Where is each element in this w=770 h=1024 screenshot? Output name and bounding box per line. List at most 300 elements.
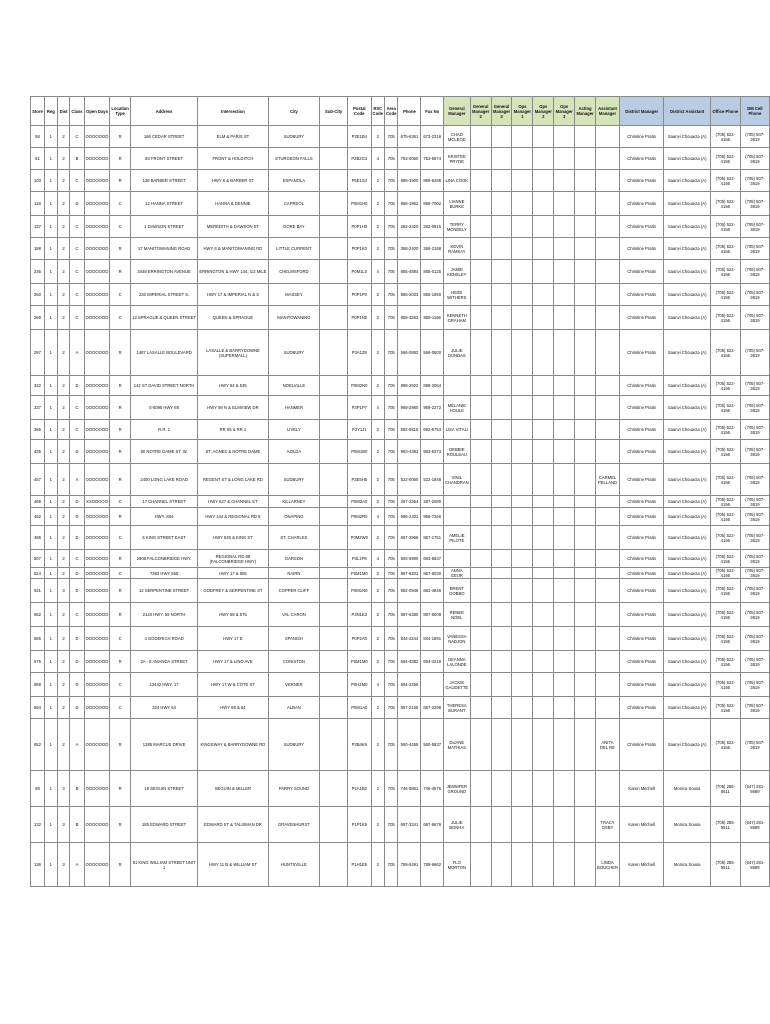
- class-cell: A: [70, 719, 84, 771]
- fax-cell: 855-0125: [421, 260, 444, 284]
- area-code-cell: 705: [385, 396, 398, 420]
- phone-cell: 522-0060: [398, 464, 421, 496]
- column-header: Ops Manager 2: [533, 97, 554, 126]
- dm-cell-phone-cell: (705) 507-3819: [740, 440, 769, 464]
- region-cell: 1: [44, 420, 57, 440]
- ops-manager-1-cell: [512, 148, 533, 170]
- column-header: General Manager 2: [470, 97, 491, 126]
- store-number-cell: 575: [31, 651, 45, 673]
- address-cell: 91 KING WILLIAM STREET UNIT 1: [130, 843, 197, 887]
- class-cell: D: [70, 526, 84, 550]
- class-cell: C: [70, 170, 84, 192]
- acting-manager-cell: [575, 376, 596, 396]
- region-cell: 1: [44, 464, 57, 496]
- location-type-cell: R: [110, 603, 130, 627]
- address-cell: 324 HWY 64: [130, 697, 197, 719]
- store-number-cell: 435: [31, 440, 45, 464]
- rsc-code-cell: 2: [371, 568, 384, 579]
- general-manager-3-cell: [491, 508, 512, 526]
- dm-cell-phone-cell: (705) 507-3819: [740, 673, 769, 697]
- assistant-manager-cell: [596, 579, 620, 603]
- ops-manager-3-cell: [554, 396, 575, 420]
- table-row: [31, 579, 770, 603]
- phone-cell: 594-2256: [398, 673, 421, 697]
- general-manager-3-cell: [491, 697, 512, 719]
- store-number-cell: 61: [31, 148, 45, 170]
- district-assistant-cell: Saanvi Chouacta (A): [664, 719, 710, 771]
- rsc-code-cell: 4: [371, 550, 384, 568]
- address-cell: 142 ST DAVID STREET NORTH: [130, 376, 197, 396]
- region-cell: 1: [44, 651, 57, 673]
- rsc-code-cell: 2: [371, 216, 384, 238]
- postal-code-cell: P0M1M0: [348, 568, 372, 579]
- table-row: [31, 771, 770, 807]
- ops-manager-1-cell: [512, 440, 533, 464]
- district-assistant-cell: Saanvi Chouacta (A): [664, 420, 710, 440]
- acting-manager-cell: [575, 603, 596, 627]
- intersection-cell: GODFREY & SERPENTINE ST: [198, 579, 268, 603]
- intersection-cell: HWY 6 & MANITOWANING RD: [198, 238, 268, 260]
- ops-manager-2-cell: [533, 420, 554, 440]
- ops-manager-1-cell: [512, 508, 533, 526]
- ops-manager-1-cell: [512, 550, 533, 568]
- postal-code-cell: P0P1N0: [348, 306, 372, 330]
- fax-cell: 560-5837: [421, 719, 444, 771]
- store-number-cell: 552: [31, 603, 45, 627]
- area-code-cell: 705: [385, 260, 398, 284]
- district-cell: 2: [57, 508, 70, 526]
- general-manager-cell: BRENT GOBBO: [443, 579, 470, 603]
- class-cell: C: [70, 284, 84, 306]
- rsc-code-cell: 2: [371, 603, 384, 627]
- region-cell: 1: [44, 627, 57, 651]
- general-manager-2-cell: [470, 579, 491, 603]
- rsc-code-cell: 4: [371, 148, 384, 170]
- general-manager-2-cell: [470, 526, 491, 550]
- postal-code-cell: P0P2A0: [348, 627, 372, 651]
- phone-cell: 966-2331: [398, 508, 421, 526]
- acting-manager-cell: [575, 148, 596, 170]
- sub-city-cell: [320, 843, 348, 887]
- header-row: [31, 97, 770, 126]
- area-code-cell: 705: [385, 771, 398, 807]
- fax-cell: 368-2168: [421, 238, 444, 260]
- district-manager-cell: Christine Pratin: [619, 126, 663, 148]
- city-cell: ST. CHARLES: [268, 526, 320, 550]
- ops-manager-2-cell: [533, 807, 554, 843]
- ops-manager-3-cell: [554, 771, 575, 807]
- sub-city-cell: [320, 192, 348, 216]
- column-header: City: [268, 97, 320, 126]
- fax-cell: 898-2064: [421, 376, 444, 396]
- fax-cell: [421, 673, 444, 697]
- district-manager-cell: Christine Pratin: [619, 260, 663, 284]
- district-assistant-cell: Saanvi Chouacta (A): [664, 306, 710, 330]
- dm-cell-phone-cell: (705) 507-3819: [740, 306, 769, 330]
- ops-manager-1-cell: [512, 807, 533, 843]
- district-assistant-cell: Monica Sousa: [664, 771, 710, 807]
- city-cell: HANMER: [268, 396, 320, 420]
- ops-manager-2-cell: [533, 284, 554, 306]
- area-code-cell: 705: [385, 508, 398, 526]
- general-manager-cell: LIANNE BURKE: [443, 192, 470, 216]
- intersection-cell: EDWARD ST & TALISMAN DR: [198, 807, 268, 843]
- rsc-code-cell: 2: [371, 420, 384, 440]
- district-manager-cell: Christine Pratin: [619, 579, 663, 603]
- sub-city-cell: [320, 238, 348, 260]
- class-cell: B: [70, 807, 84, 843]
- open-days-cell: OOOOOOO: [84, 843, 110, 887]
- city-cell: COPPER CLIFF: [268, 579, 320, 603]
- table-row: [31, 651, 770, 673]
- district-cell: 3: [57, 807, 70, 843]
- district-cell: 2: [57, 627, 70, 651]
- ops-manager-3-cell: [554, 673, 575, 697]
- sub-city-cell: [320, 719, 348, 771]
- fax-cell: 522-1848: [421, 464, 444, 496]
- district-assistant-cell: Saanvi Chouacta (A): [664, 192, 710, 216]
- office-phone-cell: (705) 522-4156: [710, 260, 740, 284]
- location-type-cell: C: [110, 697, 130, 719]
- postal-code-cell: P1H1E5: [348, 843, 372, 887]
- sub-city-cell: [320, 376, 348, 396]
- table-row: [31, 440, 770, 464]
- open-days-cell: OOOOOOO: [84, 306, 110, 330]
- ops-manager-1-cell: [512, 238, 533, 260]
- postal-code-cell: P0P1H0: [348, 216, 372, 238]
- phone-cell: 694-4382: [398, 651, 421, 673]
- open-days-cell: OOOOOOO: [84, 526, 110, 550]
- general-manager-cell: FLO MORTON: [443, 843, 470, 887]
- sub-city-cell: [320, 420, 348, 440]
- ops-manager-2-cell: [533, 550, 554, 568]
- assistant-manager-cell: [596, 170, 620, 192]
- general-manager-3-cell: [491, 420, 512, 440]
- rsc-code-cell: 2: [371, 526, 384, 550]
- rsc-code-cell: 2: [371, 719, 384, 771]
- area-code-cell: 705: [385, 216, 398, 238]
- open-days-cell: OOOOOOO: [84, 126, 110, 148]
- table-row: [31, 697, 770, 719]
- intersection-cell: MEREDITH & DAWSON ST: [198, 216, 268, 238]
- district-manager-cell: Christine Pratin: [619, 464, 663, 496]
- district-manager-cell: Christine Pratin: [619, 148, 663, 170]
- office-phone-cell: (705) 522-4156: [710, 627, 740, 651]
- district-manager-cell: Christine Pratin: [619, 396, 663, 420]
- class-cell: B: [70, 148, 84, 170]
- area-code-cell: 705: [385, 627, 398, 651]
- dm-cell-phone-cell: (705) 507-3819: [740, 420, 769, 440]
- acting-manager-cell: [575, 420, 596, 440]
- open-days-cell: OOOOOOO: [84, 396, 110, 420]
- area-code-cell: 705: [385, 526, 398, 550]
- column-header: Area Code: [385, 97, 398, 126]
- area-code-cell: 705: [385, 603, 398, 627]
- acting-manager-cell: [575, 673, 596, 697]
- sub-city-cell: [320, 508, 348, 526]
- region-cell: 1: [44, 697, 57, 719]
- postal-code-cell: P0M1B0: [348, 440, 372, 464]
- column-header: General Manager: [443, 97, 470, 126]
- dm-cell-phone-cell: (705) 507-3819: [740, 579, 769, 603]
- assistant-manager-cell: [596, 126, 620, 148]
- ops-manager-2-cell: [533, 330, 554, 376]
- dm-cell-phone-cell: (647) 281-8689: [740, 843, 769, 887]
- general-manager-3-cell: [491, 807, 512, 843]
- dm-cell-phone-cell: (705) 507-3819: [740, 396, 769, 420]
- intersection-cell: HWY 17 W & COTE ST: [198, 673, 268, 697]
- district-assistant-cell: Saanvi Chouacta (A): [664, 376, 710, 396]
- rsc-code-cell: 2: [371, 330, 384, 376]
- column-header: District Assistant: [664, 97, 710, 126]
- general-manager-2-cell: [470, 376, 491, 396]
- column-header: Sub-City: [320, 97, 348, 126]
- city-cell: SPANISH: [268, 627, 320, 651]
- phone-cell: 675-6361: [398, 126, 421, 148]
- area-code-cell: 705: [385, 440, 398, 464]
- area-code-cell: 705: [385, 126, 398, 148]
- sub-city-cell: [320, 697, 348, 719]
- dm-cell-phone-cell: (705) 507-3819: [740, 526, 769, 550]
- table-row: [31, 464, 770, 496]
- address-cell: 2400 LONG LAKE ROAD: [130, 464, 197, 496]
- address-cell: 6 KING STREET EAST: [130, 526, 197, 550]
- dm-cell-phone-cell: (705) 507-3819: [740, 284, 769, 306]
- table-row: [31, 420, 770, 440]
- open-days-cell: OOOOOOO: [84, 170, 110, 192]
- postal-code-cell: P3P1P7: [348, 396, 372, 420]
- general-manager-3-cell: [491, 170, 512, 192]
- district-manager-cell: Karen Mitchell: [619, 807, 663, 843]
- class-cell: D: [70, 651, 84, 673]
- phone-cell: 865-2033: [398, 284, 421, 306]
- class-cell: C: [70, 260, 84, 284]
- postal-code-cell: P3L1P6: [348, 550, 372, 568]
- area-code-cell: 705: [385, 651, 398, 673]
- office-phone-cell: (705) 522-4156: [710, 170, 740, 192]
- ops-manager-3-cell: [554, 697, 575, 719]
- region-cell: 1: [44, 148, 57, 170]
- class-cell: C: [70, 550, 84, 568]
- ops-manager-3-cell: [554, 420, 575, 440]
- store-number-cell: 385: [31, 420, 45, 440]
- district-manager-cell: Christine Pratin: [619, 550, 663, 568]
- region-cell: 1: [44, 260, 57, 284]
- district-cell: 2: [57, 126, 70, 148]
- fax-cell: 865-1650: [421, 284, 444, 306]
- store-number-cell: 132: [31, 807, 45, 843]
- region-cell: 1: [44, 719, 57, 771]
- area-code-cell: 705: [385, 807, 398, 843]
- city-cell: ALBAN: [268, 697, 320, 719]
- city-cell: VAL CARON: [268, 603, 320, 627]
- ops-manager-3-cell: [554, 508, 575, 526]
- assistant-manager-cell: [596, 440, 620, 464]
- store-number-cell: 236: [31, 260, 45, 284]
- area-code-cell: 705: [385, 568, 398, 579]
- city-cell: CAPREOL: [268, 192, 320, 216]
- table-row: [31, 216, 770, 238]
- district-cell: 2: [57, 697, 70, 719]
- intersection-cell: HWY 637 & CHANNEL ST: [198, 496, 268, 508]
- office-phone-cell: (705) 522-4156: [710, 719, 740, 771]
- acting-manager-cell: [575, 568, 596, 579]
- ops-manager-3-cell: [554, 550, 575, 568]
- rsc-code-cell: 2: [371, 170, 384, 192]
- general-manager-cell: VANESSA NADJON: [443, 627, 470, 651]
- office-phone-cell: (705) 522-4156: [710, 550, 740, 568]
- assistant-manager-cell: TRACY OSBY: [596, 807, 620, 843]
- general-manager-2-cell: [470, 719, 491, 771]
- phone-cell: 566-0882: [398, 330, 421, 376]
- general-manager-cell: DUANE MATHIAS: [443, 719, 470, 771]
- postal-code-cell: P0P1K0: [348, 238, 372, 260]
- ops-manager-2-cell: [533, 697, 554, 719]
- dm-cell-phone-cell: (705) 507-3819: [740, 148, 769, 170]
- address-cell: 2140 HWY. 69 NORTH: [130, 603, 197, 627]
- postal-code-cell: P0M1N0: [348, 579, 372, 603]
- phone-cell: 682-0946: [398, 579, 421, 603]
- location-type-cell: C: [110, 306, 130, 330]
- ops-manager-1-cell: [512, 673, 533, 697]
- store-number-cell: 337: [31, 396, 45, 420]
- intersection-cell: HWY 535 & KING ST: [198, 526, 268, 550]
- general-manager-3-cell: [491, 843, 512, 887]
- general-manager-cell: RENEE NOEL: [443, 603, 470, 627]
- general-manager-2-cell: [470, 396, 491, 420]
- table-row: [31, 568, 770, 579]
- store-number-cell: 136: [31, 843, 45, 887]
- acting-manager-cell: [575, 579, 596, 603]
- general-manager-cell: JAMIE KENSLEY: [443, 260, 470, 284]
- ops-manager-3-cell: [554, 603, 575, 627]
- column-header: Fax No: [421, 97, 444, 126]
- city-cell: NAIRN: [268, 568, 320, 579]
- assistant-manager-cell: [596, 697, 620, 719]
- class-cell: C: [70, 238, 84, 260]
- area-code-cell: 705: [385, 148, 398, 170]
- district-assistant-cell: Saanvi Chouacta (A): [664, 697, 710, 719]
- general-manager-cell: JULIE DUNDAS: [443, 330, 470, 376]
- assistant-manager-cell: [596, 420, 620, 440]
- general-manager-cell: JACKIE GAUDETTE: [443, 673, 470, 697]
- postal-code-cell: P2B2G3: [348, 148, 372, 170]
- phone-cell: 368-2400: [398, 238, 421, 260]
- intersection-cell: HWY 11 B & WILLIAM ST: [198, 843, 268, 887]
- district-assistant-cell: Monica Sousa: [664, 843, 710, 887]
- office-phone-cell: (705) 522-4156: [710, 148, 740, 170]
- acting-manager-cell: [575, 807, 596, 843]
- ops-manager-1-cell: [512, 464, 533, 496]
- city-cell: HUNTSVILLE: [268, 843, 320, 887]
- city-cell: LIVELY: [268, 420, 320, 440]
- general-manager-cell: CHAD MCLEOD: [443, 126, 470, 148]
- general-manager-2-cell: [470, 603, 491, 627]
- rsc-code-cell: 2: [371, 464, 384, 496]
- store-number-cell: 188: [31, 238, 45, 260]
- assistant-manager-cell: [596, 192, 620, 216]
- fax-cell: 566-0600: [421, 330, 444, 376]
- address-cell: 80 NOTRE DAME ST. W.: [130, 440, 197, 464]
- district-assistant-cell: Saanvi Chouacta (A): [664, 673, 710, 697]
- general-manager-2-cell: [470, 807, 491, 843]
- region-cell: 1: [44, 603, 57, 627]
- postal-code-cell: P0H2M0: [348, 673, 372, 697]
- area-code-cell: 705: [385, 306, 398, 330]
- table-row: [31, 126, 770, 148]
- general-manager-cell: THERESA BURANT: [443, 697, 470, 719]
- general-manager-3-cell: [491, 396, 512, 420]
- ops-manager-3-cell: [554, 496, 575, 508]
- class-cell: B: [70, 771, 84, 807]
- ops-manager-2-cell: [533, 673, 554, 697]
- open-days-cell: OOOOOOO: [84, 330, 110, 376]
- general-manager-3-cell: [491, 192, 512, 216]
- address-cell: 1487 LASALLE BOULEVARD: [130, 330, 197, 376]
- general-manager-3-cell: [491, 771, 512, 807]
- district-manager-cell: Christine Pratin: [619, 651, 663, 673]
- district-manager-cell: Christine Pratin: [619, 216, 663, 238]
- district-manager-cell: Christine Pratin: [619, 508, 663, 526]
- assistant-manager-cell: LINDA BOUCHER: [596, 843, 620, 887]
- location-type-cell: R: [110, 508, 130, 526]
- table-row: [31, 148, 770, 170]
- district-cell: 2: [57, 330, 70, 376]
- store-number-cell: 507: [31, 550, 45, 568]
- ops-manager-3-cell: [554, 192, 575, 216]
- general-manager-cell: LISA VITALI: [443, 420, 470, 440]
- acting-manager-cell: [575, 843, 596, 887]
- district-manager-cell: Christine Pratin: [619, 568, 663, 579]
- intersection-cell: HWY 69 & 575: [198, 603, 268, 627]
- assistant-manager-cell: CARMEL PELLAND: [596, 464, 620, 496]
- open-days-cell: OOOOOOO: [84, 192, 110, 216]
- district-manager-cell: Christine Pratin: [619, 496, 663, 508]
- general-manager-3-cell: [491, 306, 512, 330]
- phone-cell: 969-2980: [398, 396, 421, 420]
- ops-manager-2-cell: [533, 148, 554, 170]
- area-code-cell: 705: [385, 192, 398, 216]
- region-cell: 1: [44, 807, 57, 843]
- store-number-cell: 486: [31, 526, 45, 550]
- region-cell: 1: [44, 550, 57, 568]
- general-manager-2-cell: [470, 550, 491, 568]
- address-cell: 83 FRONT STREET: [130, 148, 197, 170]
- general-manager-cell: ANNA GEUR: [443, 568, 470, 579]
- intersection-cell: HWY 17 & IMPERIAL N & S: [198, 284, 268, 306]
- address-cell: HWY. S64: [130, 508, 197, 526]
- address-cell: 1 DAWSON STREET: [130, 216, 197, 238]
- city-cell: CHELMSFORD: [268, 260, 320, 284]
- district-cell: 2: [57, 396, 70, 420]
- general-manager-2-cell: [470, 238, 491, 260]
- ops-manager-3-cell: [554, 126, 575, 148]
- acting-manager-cell: [575, 771, 596, 807]
- acting-manager-cell: [575, 170, 596, 192]
- rsc-code-cell: 2: [371, 579, 384, 603]
- region-cell: 1: [44, 396, 57, 420]
- column-header: Ops Manager 3: [554, 97, 575, 126]
- open-days-cell: OOOOOOO: [84, 284, 110, 306]
- dm-cell-phone-cell: (647) 281-8689: [740, 771, 769, 807]
- postal-code-cell: P0M1H0: [348, 192, 372, 216]
- acting-manager-cell: [575, 216, 596, 238]
- table-row: [31, 673, 770, 697]
- postal-code-cell: P3Y1J1: [348, 420, 372, 440]
- phone-cell: 983-4383: [398, 440, 421, 464]
- city-cell: CONISTON: [268, 651, 320, 673]
- district-cell: 2: [57, 238, 70, 260]
